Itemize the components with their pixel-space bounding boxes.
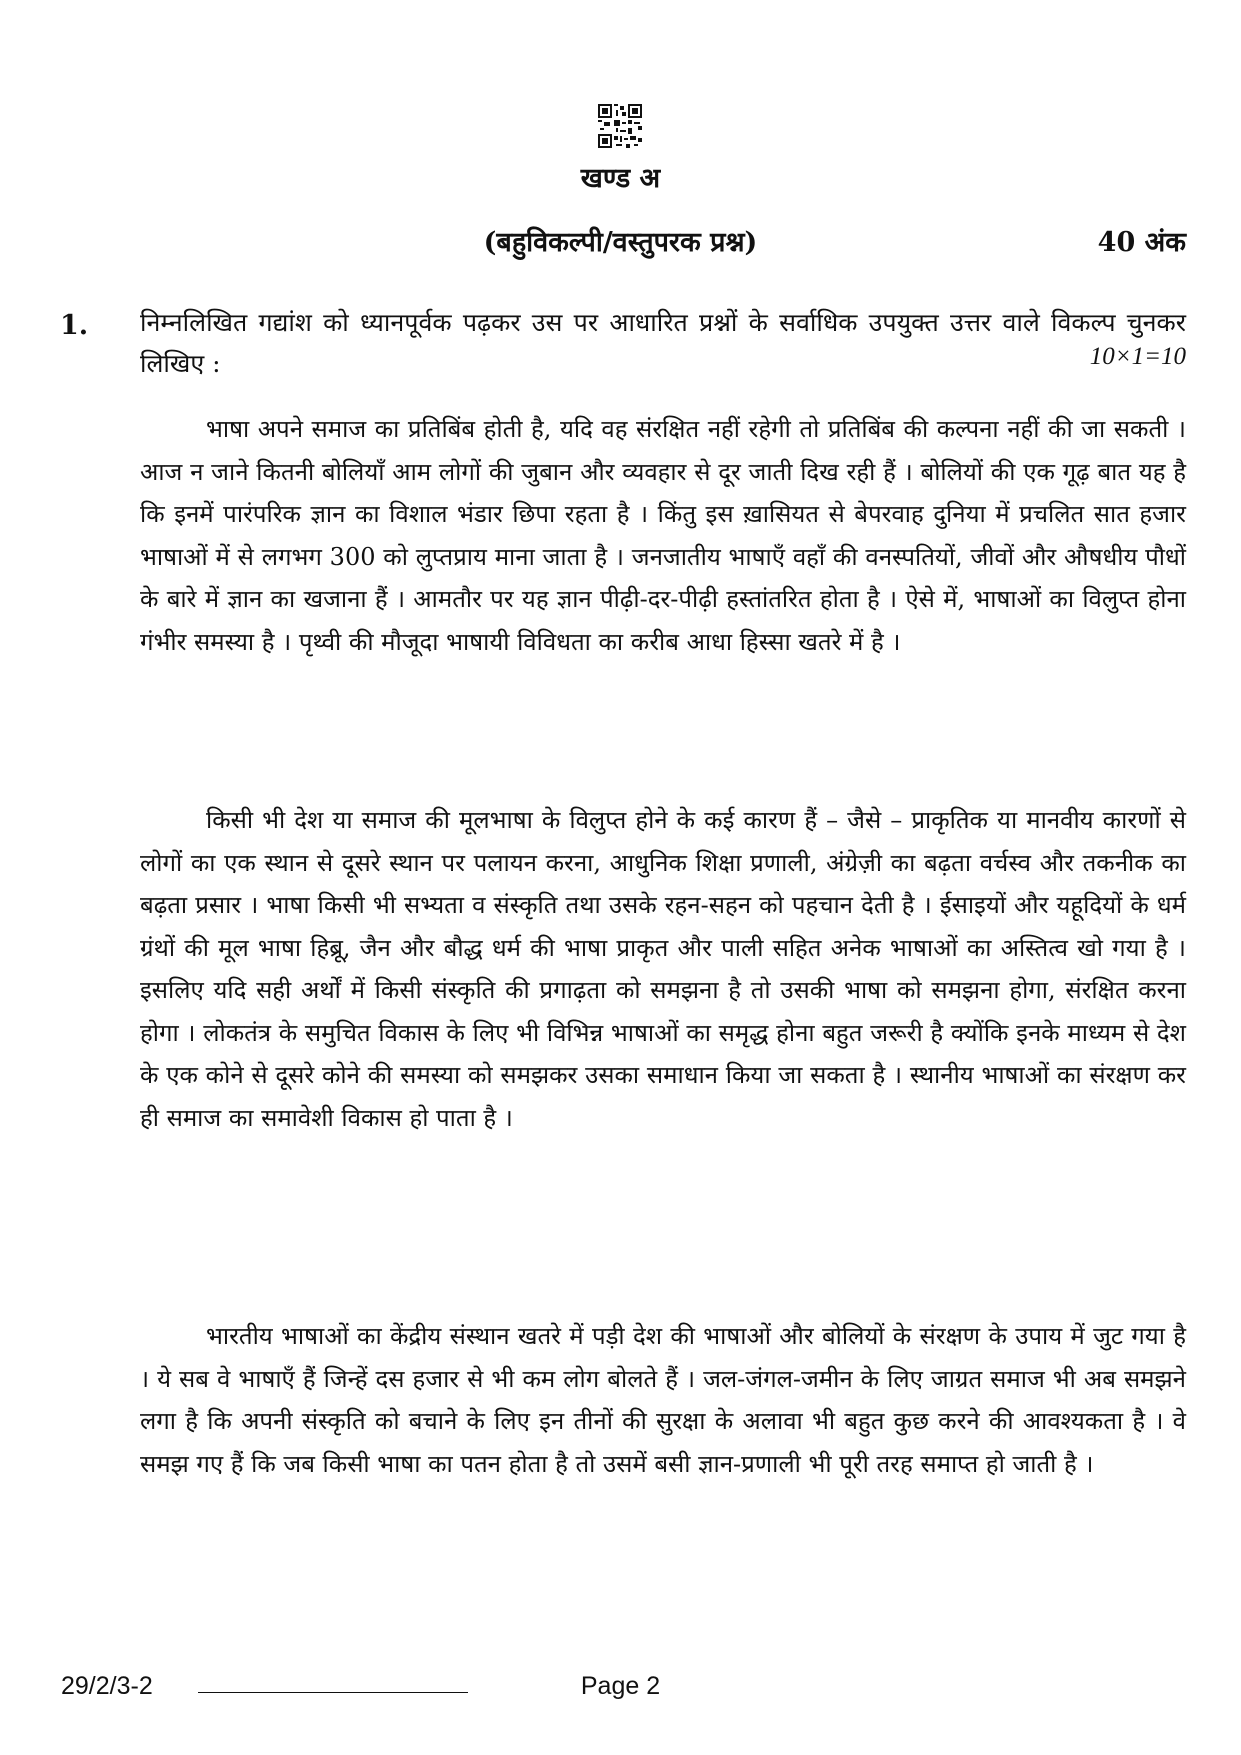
page-number: Page 2	[580, 1672, 661, 1700]
paper-code: 29/2/3-2	[61, 1672, 153, 1700]
passage-paragraph: भाषा अपने समाज का प्रतिबिंब होती है, यदि वह संरक्षित नहीं रहेगी तो प्रतिबिंब की कल्पना नहीं की जा सकती । आज न जाने कितनी बोलियाँ आम लोगों की जुबान और व्यवहार से दूर जाती दिख रही हैं । बोलियों की एक गूढ़ बात यह है कि इनमें पारंपरिक ज्ञान का विशाल भंडार छिपा रहता है । किंतु इस ख़ासियत से बेपरवाह दुनिया में प्रचलित सात हजार भाषाओं में से लगभग 300 को लुप्तप्राय माना जाता है । जनजातीय भाषाएँ वहाँ की वनस्पतियों, जीवों और औषधीय पौधों के बारे में ज्ञान का खजाना हैं । आमतौर पर यह ज्ञान पीढ़ी-दर-पीढ़ी हस्तांतरित होता है । ऐसे में, भाषाओं का विलुप्त होना गंभीर समस्या है । पृथ्वी की मौजूदा भाषायी विविधता का करीब आधा हिस्सा खतरे में है ।	[140, 415, 1186, 656]
section-marks: 40 अंक	[1097, 227, 1186, 258]
question-number: 1.	[60, 310, 89, 341]
qr-code-icon	[598, 104, 642, 148]
passage-paragraph: भारतीय भाषाओं का केंद्रीय संस्थान खतरे में पड़ी देश की भाषाओं और बोलियों के संरक्षण के उपाय में जुट गया है । ये सब वे भाषाएँ हैं जिन्हें दस हजार से भी कम लोग बोलते हैं । जल-जंगल-जमीन के लिए जाग्रत समाज भी अब समझने लगा है कि अपनी संस्कृति को बचाने के लिए इन तीनों की सुरक्षा के अलावा भी बहुत कुछ करने की आवश्यकता है । वे समझ गए हैं कि जब किसी भाषा का पतन होता है तो उसमें बसी ज्ञान-प्रणाली भी पूरी तरह समाप्त हो जाती है ।	[140, 1322, 1186, 1478]
question-marks: 10×1=10	[1089, 343, 1186, 370]
section-subtitle: (बहुविकल्पी/वस्तुपरक प्रश्न)	[483, 227, 758, 258]
passage-paragraph: किसी भी देश या समाज की मूलभाषा के विलुप्त होने के कई कारण हैं – जैसे – प्राकृतिक या मानवीय कारणों से लोगों का एक स्थान से दूसरे स्थान पर पलायन करना, आधुनिक शिक्षा प्रणाली, अंग्रेज़ी का बढ़ता वर्चस्व और तकनीक का बढ़ता प्रसार । भाषा किसी भी सभ्यता व संस्कृति तथा उसके रहन-सहन को पहचान देती है । ईसाइयों और यहूदियों के धर्म ग्रंथों की मूल भाषा हिब्रू, जैन और बौद्ध धर्म की भाषा प्राकृत और पाली सहित अनेक भाषाओं का अस्तित्व खो गया है । इसलिए यदि सही अर्थों में किसी संस्कृति की प्रगाढ़ता को समझना है तो उसकी भाषा को समझना होगा, संरक्षित करना होगा । लोकतंत्र के समुचित विकास के लिए भी विभिन्न भाषाओं का समृद्ध होना बहुत जरूरी है क्योंकि इनके माध्यम से देश के एक कोने से दूसरे कोने की समस्या को समझकर उसका समाधान किया जा सकता है । स्थानीय भाषाओं का संरक्षण कर ही समाज का समावेशी विकास हो पाता है ।	[140, 806, 1186, 1132]
question-instruction: निम्नलिखित गद्यांश को ध्यानपूर्वक पढ़कर उस पर आधारित प्रश्नों के सर्वाधिक उपयुक्त उत्तर वाले विकल्प चुनकर लिखिए :	[140, 308, 1186, 378]
section-title: खण्ड अ	[580, 163, 661, 194]
